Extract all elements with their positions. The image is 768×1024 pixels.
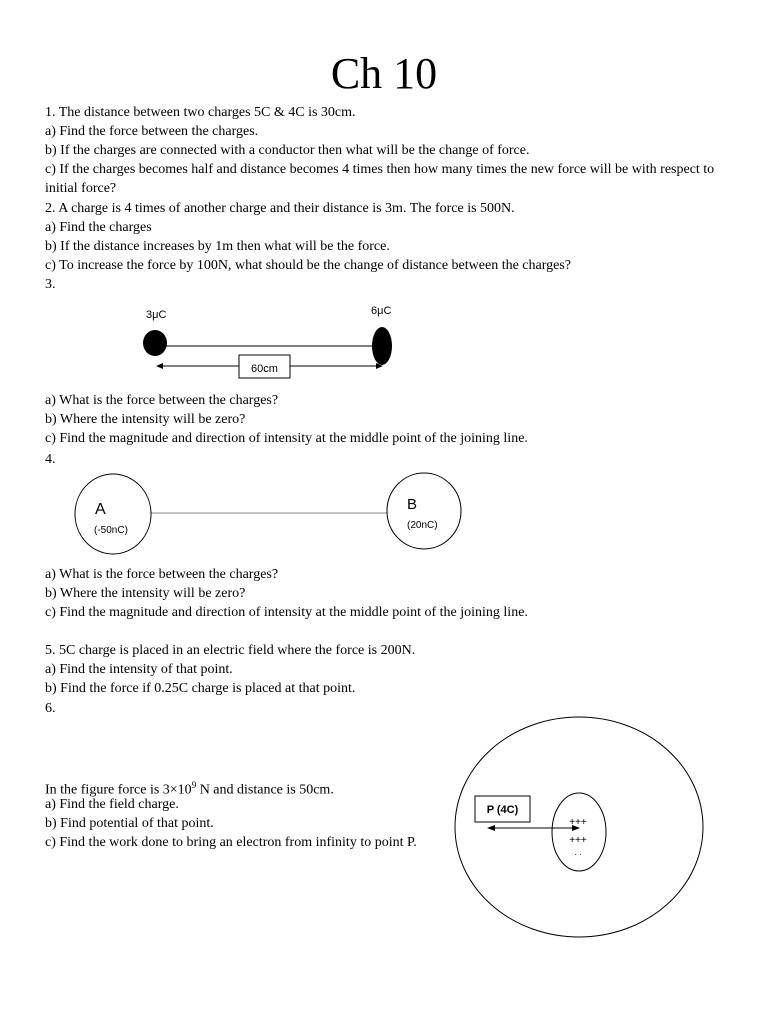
q4-charge-a-name: A [95, 501, 106, 518]
q2-part-a: a) Find the charges [45, 220, 152, 235]
q6-arrowhead-left [487, 825, 495, 831]
q2-part-b: b) If the distance increases by 1m then what will be the force. [45, 239, 390, 254]
q3-part-c: c) Find the magnitude and direction of intensity at the middle point of the joining line. [45, 431, 528, 446]
q6-part-b: b) Find potential of that point. [45, 816, 214, 831]
q4-part-a: a) What is the force between the charges? [45, 567, 279, 582]
q1-part-c: c) If the charges becomes half and distance becomes 4 times then how many times the new force will be with respect to initial force? [45, 162, 715, 196]
q6-part-a: a) Find the field charge. [45, 797, 179, 812]
q1-part-b: b) If the charges are connected with a conductor then what will be the change of force. [45, 143, 530, 158]
q6-charge-signs-2: +++ [569, 835, 587, 846]
q6-source-charge [552, 793, 606, 871]
q5-stem: 5. 5C charge is placed in an electric field where the force is 200N. [45, 643, 416, 658]
q3-distance-label: 60cm [251, 363, 278, 375]
q6-part-c: c) Find the work done to bring an electron from infinity to point P. [45, 835, 417, 850]
q1-stem: 1. The distance between two charges 5C & 4C is 30cm. [45, 105, 356, 120]
q6-point-label: P (4C) [486, 804, 519, 816]
q3-part-b: b) Where the intensity will be zero? [45, 412, 246, 427]
q4-stem: 4. [45, 452, 56, 467]
q3-part-a: a) What is the force between the charges? [45, 393, 279, 408]
q6-stem-exponent: 9 [191, 780, 197, 790]
q3-right-charge-label: 6μC [371, 305, 392, 317]
q4-charge-b-value: (20nC) [407, 520, 438, 531]
q6-charge-signs-1: +++ [569, 817, 587, 828]
q5-part-b: b) Find the force if 0.25C charge is placed at that point. [45, 681, 356, 696]
q1-part-a: a) Find the force between the charges. [45, 124, 259, 139]
q6-number: 6. [45, 701, 56, 716]
q3-left-charge-label: 3μC [146, 309, 167, 321]
q2-part-c: c) To increase the force by 100N, what should be the change of distance between the charges? [45, 258, 572, 273]
page-title: Ch 10 [330, 49, 438, 98]
q4-part-c: c) Find the magnitude and direction of intensity at the middle point of the joining line. [45, 605, 528, 620]
q5-part-a: a) Find the intensity of that point. [45, 662, 233, 677]
q6-stem-pre: In the figure force is 3×10 [45, 782, 192, 798]
q4-charge-a-value: (-50nC) [94, 525, 128, 536]
q6-charge-signs-3: · · [574, 850, 582, 859]
q2-stem: 2. A charge is 4 times of another charge and their distance is 3m. The force is 500N. [45, 201, 515, 216]
q4-part-b: b) Where the intensity will be zero? [45, 586, 246, 601]
q6-stem-post: N and distance is 50cm. [196, 782, 334, 798]
q4-charge-b-name: B [407, 496, 418, 513]
q3-stem: 3. [45, 277, 56, 292]
